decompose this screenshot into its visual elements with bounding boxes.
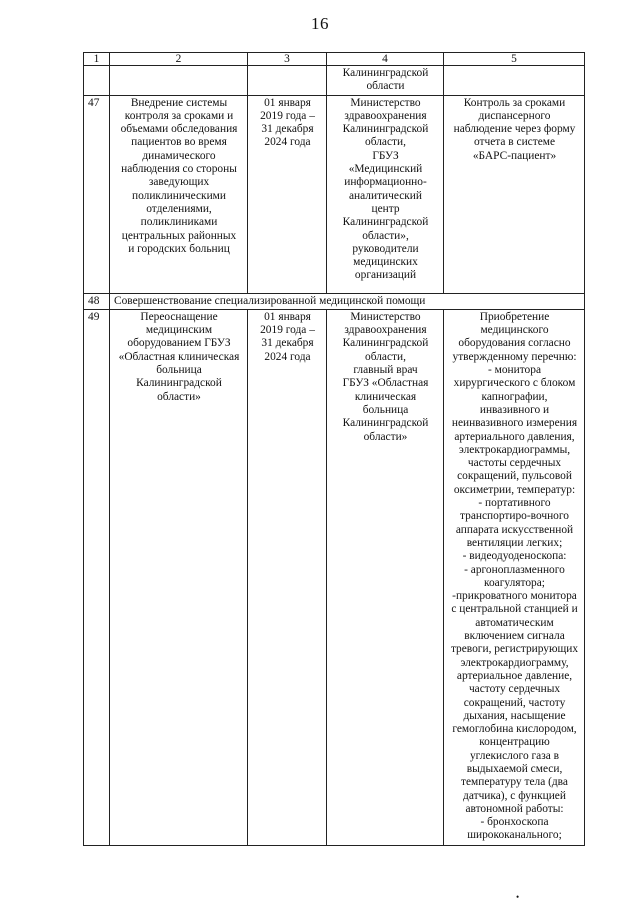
text-line: организаций bbox=[354, 269, 417, 282]
text-line: динамического bbox=[142, 149, 216, 162]
text-line: Калининградской bbox=[342, 123, 429, 136]
text-line: с центральной станцией и bbox=[451, 603, 578, 616]
text-line: наблюдения со стороны bbox=[121, 163, 237, 176]
text-line: электрокардиограммы, bbox=[458, 443, 571, 456]
text-line: «Медицинский bbox=[348, 163, 423, 176]
continuation-num-cell bbox=[84, 66, 110, 96]
text-line: медицинским bbox=[145, 324, 213, 337]
text-line: оксиметрии, температур: bbox=[453, 483, 576, 496]
text-line: аналитический bbox=[348, 189, 422, 202]
row-49-period-cell bbox=[248, 309, 327, 845]
text-line: клиническая bbox=[354, 390, 417, 403]
text-line: концентрацию bbox=[479, 736, 550, 749]
text-line: датчика), с функцией bbox=[463, 789, 566, 802]
row-49-measure-cell bbox=[110, 309, 248, 845]
text-line: углекислого газа в bbox=[469, 749, 560, 762]
text-line: аппарата искусственной bbox=[455, 523, 574, 536]
text-line: ГБУЗ bbox=[372, 149, 399, 162]
text-line: - бронхоскопа bbox=[480, 816, 549, 829]
row-47-measure-text bbox=[114, 97, 244, 257]
text-line: руководители bbox=[352, 242, 419, 255]
header-col-5: 5 bbox=[444, 53, 585, 66]
text-line: области bbox=[366, 80, 405, 93]
table-header-row bbox=[84, 53, 585, 66]
text-line: объемами обследования bbox=[120, 123, 238, 136]
text-line: коагулятора; bbox=[484, 576, 545, 589]
continuation-name-cell bbox=[110, 66, 248, 96]
text-line: сокращений, пульсовой bbox=[457, 470, 572, 483]
header-col-2: 2 bbox=[110, 53, 248, 66]
text-line: Калининградской bbox=[342, 417, 429, 430]
header-col-3: 3 bbox=[248, 53, 327, 66]
text-line: Министерство bbox=[350, 96, 421, 109]
text-line: сокращений, частоту bbox=[463, 696, 566, 709]
text-line: 2019 года – bbox=[260, 324, 315, 337]
text-line: главный врач bbox=[353, 364, 418, 377]
row-47-result-cell bbox=[444, 95, 585, 293]
row-48-number: 48 bbox=[84, 293, 110, 309]
text-line: медицинских bbox=[353, 256, 418, 269]
row-47-measure-cell bbox=[110, 95, 248, 293]
text-line: - монитора bbox=[487, 364, 541, 377]
row-47-responsible-cell bbox=[327, 95, 444, 293]
text-line: утвержденному перечню: bbox=[452, 350, 577, 363]
text-line: гемоглобина кислородом, bbox=[452, 723, 577, 736]
text-line: Внедрение системы bbox=[130, 96, 228, 109]
text-line: -прикроватного монитора bbox=[452, 590, 577, 603]
continuation-responsible-text bbox=[331, 67, 440, 94]
text-line: - аргоноплазменного bbox=[464, 563, 565, 576]
text-line: контроля за сроками и bbox=[124, 109, 234, 122]
text-line: капнографии, bbox=[481, 390, 548, 403]
text-line: неинвазивного измерения bbox=[451, 417, 578, 430]
text-line: больница bbox=[156, 364, 202, 377]
text-line: артериального давления, bbox=[454, 430, 575, 443]
text-line: Калининградской bbox=[136, 377, 222, 390]
text-line: артериальное давление, bbox=[456, 669, 573, 682]
text-line: включением сигнала bbox=[464, 630, 565, 643]
page-number: 16 bbox=[311, 14, 329, 33]
text-line: оборудованием ГБУЗ bbox=[127, 337, 231, 350]
document-table bbox=[83, 52, 585, 846]
text-line: частоту сердечных bbox=[468, 683, 561, 696]
table-row-continuation bbox=[84, 66, 585, 96]
table-row-48 bbox=[84, 293, 585, 309]
text-line: Калининградской bbox=[342, 67, 429, 79]
table-row-49 bbox=[84, 309, 585, 845]
row-49-responsible-text bbox=[331, 311, 440, 444]
text-line: Калининградской bbox=[342, 337, 429, 350]
row-47-period-cell bbox=[248, 95, 327, 293]
text-line: информационно- bbox=[344, 176, 427, 189]
text-line: транспортиро-вочного bbox=[460, 510, 569, 523]
text-line: центральных районных bbox=[121, 229, 237, 242]
text-line: - портативного bbox=[478, 497, 551, 510]
text-line: области», bbox=[362, 229, 409, 242]
text-line: Переоснащение bbox=[140, 310, 218, 323]
text-line: наблюдение через форму bbox=[453, 123, 576, 136]
text-line: отчета в системе bbox=[473, 136, 556, 149]
row-49-period-text bbox=[252, 311, 323, 364]
text-line: ГБУЗ «Областная bbox=[342, 377, 429, 390]
text-line: частоты сердечных bbox=[467, 457, 562, 470]
text-line: области» bbox=[363, 430, 408, 443]
text-line: Калининградской bbox=[342, 216, 429, 229]
header-col-1: 1 bbox=[84, 53, 110, 66]
text-line: поликлиниками bbox=[140, 216, 218, 229]
row-48-section-title: Совершенствование специализированной медицинской помощи bbox=[110, 293, 585, 309]
text-line: больница bbox=[362, 403, 409, 416]
text-line: 31 декабря bbox=[261, 337, 314, 350]
text-line: - видеодуоденоскопа: bbox=[462, 550, 567, 563]
text-line: «БАРС-пациент» bbox=[472, 149, 557, 162]
text-line: автоматическим bbox=[475, 616, 554, 629]
footer-mark: • bbox=[516, 892, 520, 902]
text-line: диспансерного bbox=[478, 109, 551, 122]
text-line: вентиляции легких; bbox=[466, 536, 563, 549]
text-line: автономной работы: bbox=[465, 802, 564, 815]
text-line: пациентов во время bbox=[131, 136, 227, 149]
text-line: оборудования согласно bbox=[458, 337, 571, 350]
header-col-4: 4 bbox=[327, 53, 444, 66]
row-47-number: 47 bbox=[84, 95, 110, 293]
text-line: поликлиническими bbox=[132, 189, 226, 202]
table-row-47 bbox=[84, 95, 585, 293]
row-49-responsible-cell bbox=[327, 309, 444, 845]
text-line: центр bbox=[371, 202, 400, 215]
row-47-period-text bbox=[252, 97, 323, 150]
text-line: «Областная клиническая bbox=[118, 350, 240, 363]
text-line: 2019 года – bbox=[260, 109, 315, 122]
row-49-number: 49 bbox=[84, 309, 110, 845]
text-line: 01 января bbox=[264, 310, 311, 323]
row-49-result-text bbox=[448, 311, 581, 843]
text-line: выдыхаемой смеси, bbox=[466, 762, 563, 775]
text-line: ширококанального; bbox=[467, 829, 562, 842]
text-line: электрокардиограмму, bbox=[460, 656, 569, 669]
text-line: области, bbox=[365, 136, 406, 149]
text-line: температуру тела (два bbox=[461, 776, 568, 789]
text-line: дыхания, насыщение bbox=[463, 709, 566, 722]
continuation-responsible-cell bbox=[327, 66, 444, 96]
text-line: Приобретение bbox=[479, 310, 550, 323]
text-line: и городских больниц bbox=[128, 242, 230, 255]
continuation-period-cell bbox=[248, 66, 327, 96]
text-line: 01 января bbox=[264, 96, 311, 109]
text-line: отделениями, bbox=[146, 202, 212, 215]
text-line: Министерство bbox=[350, 310, 421, 323]
text-line: медицинского bbox=[480, 324, 549, 337]
row-47-result-text bbox=[448, 97, 581, 163]
text-line: 31 декабря bbox=[261, 123, 314, 136]
continuation-result-cell bbox=[444, 66, 585, 96]
text-line: области» bbox=[157, 390, 201, 403]
text-line: Контроль за сроками bbox=[463, 96, 566, 109]
row-49-measure-text bbox=[114, 311, 244, 404]
text-line: здравоохранения bbox=[344, 109, 427, 122]
text-line: хирургического с блоком bbox=[453, 377, 576, 390]
row-47-responsible-text bbox=[331, 97, 440, 283]
text-line: заведующих bbox=[148, 176, 210, 189]
text-line: здравоохранения bbox=[344, 324, 427, 337]
text-line: инвазивного и bbox=[479, 403, 550, 416]
text-line: тревоги, регистрирующих bbox=[450, 643, 579, 656]
text-line: 2024 года bbox=[264, 136, 311, 149]
row-49-result-cell bbox=[444, 309, 585, 845]
text-line: 2024 года bbox=[264, 350, 311, 363]
text-line: области, bbox=[365, 350, 406, 363]
